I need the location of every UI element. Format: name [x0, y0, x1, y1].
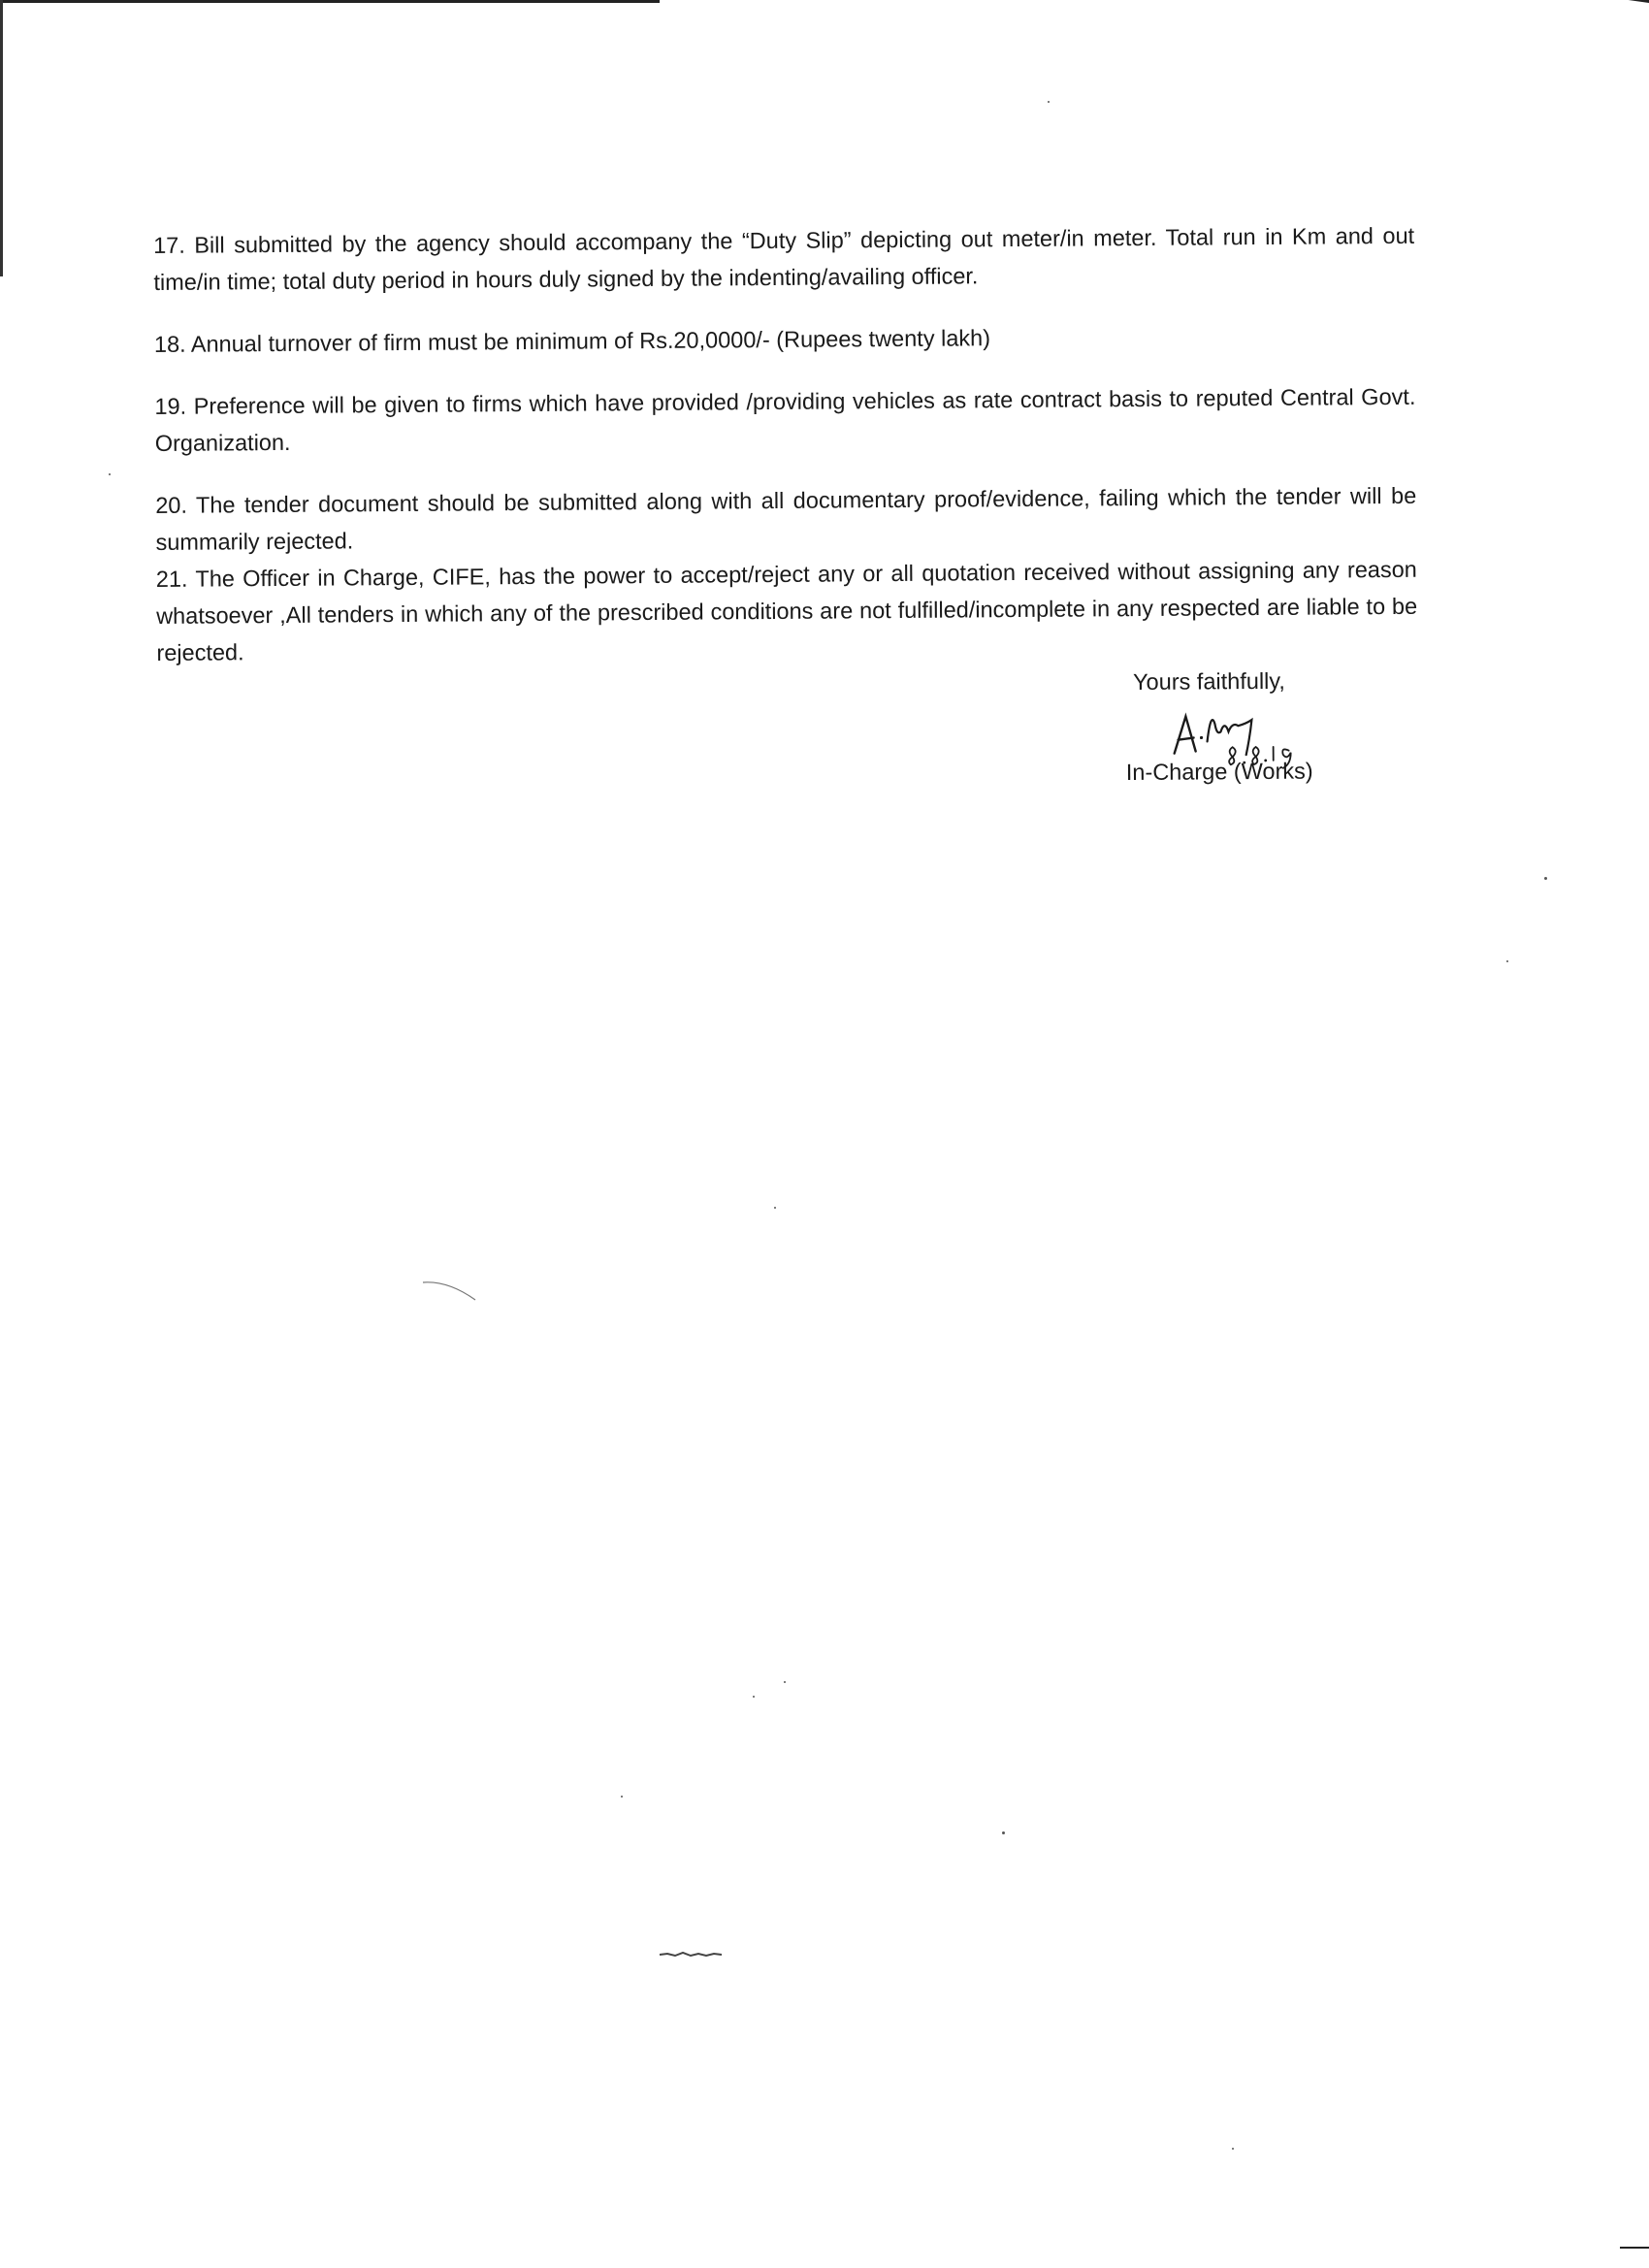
scan-speck: [774, 1207, 776, 1209]
scan-speck: [1048, 101, 1050, 103]
scan-mark: [419, 1277, 487, 1306]
scan-speck: [784, 1681, 786, 1683]
scan-speck: [1544, 877, 1547, 880]
scan-speck: [753, 1696, 755, 1698]
clause-21: 21. The Officer in Charge, CIFE, has the power to accept/reject any or all quotation received without assigning any reason whatsoever ,All tenders in which any of the prescribed conditions are not fulfilled/incomplete in any respected are liable to be rejected.: [155, 556, 1418, 665]
scan-edge-top: [0, 0, 660, 3]
clause-18: 18. Annual turnover of firm must be minimum of Rs.20,0000/- (Rupees twenty lakh): [153, 325, 991, 357]
clause-20: 20. The tender document should be submitted along with all documentary proof/evidence, failing which the tender will be summarily rejected.: [155, 482, 1417, 555]
closing-block: [1125, 667, 1386, 786]
scan-edge-top-right: [1591, 0, 1649, 11]
scan-edge-bottom-right: [1620, 2247, 1649, 2249]
scan-speck: [1232, 2148, 1234, 2150]
clause-17: 17. Bill submitted by the agency should accompany the “Duty Slip” depicting out meter/in meter. Total run in Km and out time/in time; total duty period in hours duly signed by the indenting/availing officer.: [153, 222, 1415, 295]
clause-19: 19. Preference will be given to firms which have provided /providing vehicles as rate contract basis to reputed Central Govt. Organization.: [154, 383, 1416, 456]
scan-speck: [1002, 1831, 1005, 1834]
scan-speck: [109, 473, 111, 475]
tender-conditions: [153, 217, 1418, 671]
scan-smudge: [658, 1950, 726, 1960]
scan-speck: [621, 1796, 623, 1798]
salutation: Yours faithfully,: [1133, 667, 1285, 695]
designation: In-Charge (Works): [1125, 758, 1313, 786]
scan-speck: [1506, 960, 1508, 962]
scan-edge-left: [0, 0, 3, 276]
